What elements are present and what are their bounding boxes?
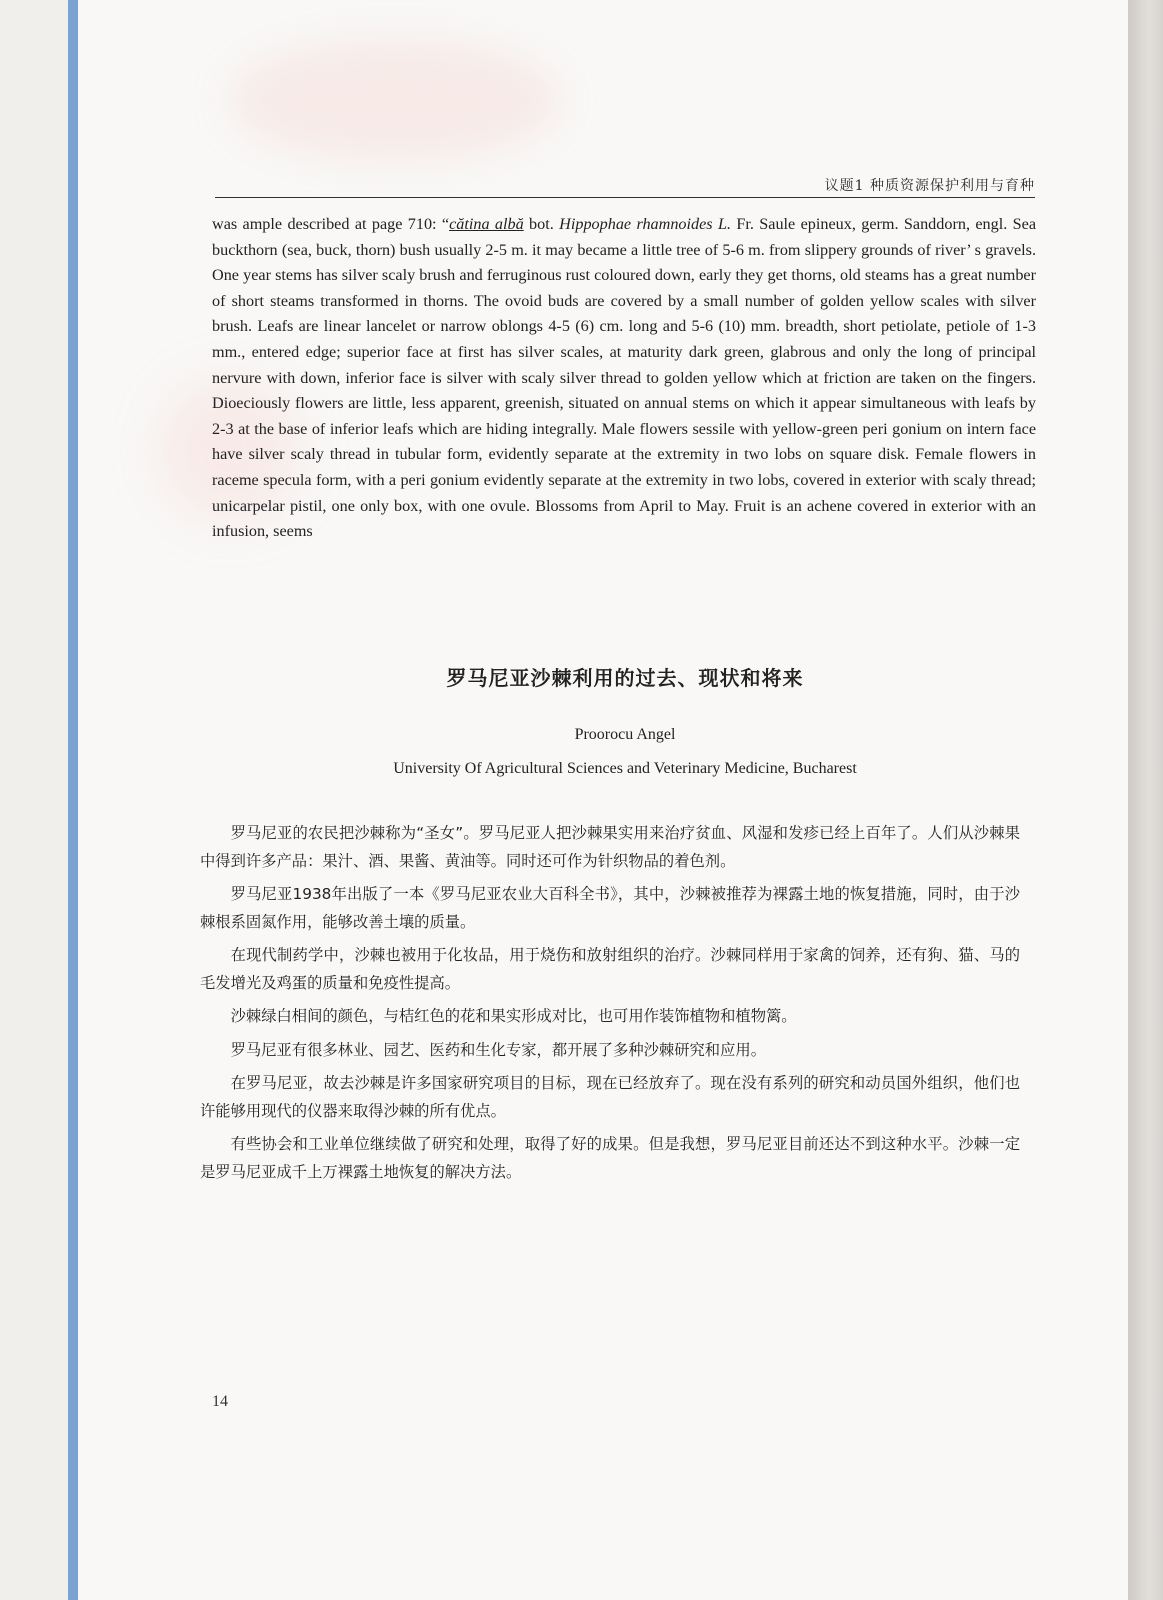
body-paragraph: 有些协会和工业单位继续做了研究和处理，取得了好的成果。但是我想，罗马尼亚目前还达不到这种水平。沙棘一定是罗马尼亚成千上万裸露土地恢复的解决方法。 bbox=[200, 1135, 1020, 1181]
running-header: 议题1 种质资源保护利用与育种 bbox=[824, 178, 1035, 194]
latin-species-name: Hippophae rhamnoides L. bbox=[559, 215, 732, 233]
binding-edge bbox=[68, 0, 78, 1600]
body-paragraph: 罗马尼亚1938年出版了一本《罗马尼亚农业大百科全书》，其中，沙棘被推荐为裸露土地的恢复措施，同时，由于沙棘根系固氮作用，能够改善土壤的质量。 bbox=[200, 885, 1020, 931]
article-author: Proorocu Angel bbox=[574, 726, 676, 743]
author-affiliation: University Of Agricultural Sciences and Veterinary Medicine, Bucharest bbox=[393, 760, 857, 777]
english-lead: was ample described at page 710: “ bbox=[212, 215, 450, 233]
page-edge-shadow bbox=[1128, 0, 1163, 1600]
header-rule bbox=[215, 197, 1035, 198]
page-number: 14 bbox=[212, 1393, 228, 1410]
english-rest: Fr. Saule epineux, germ. Sanddorn, engl. Sea buckthorn (sea, buck, thorn) bush usually 2-5 m. it may became a little tree of 5-6 m. from slippery grounds of river’ s gravels. One year stems has silver scaly brush and ferruginous rust coloured down, early they get thorns, old steams has a great number of short steams transformed in thorns. The ovoid buds are covered by a small number of golden yellow scales with silver brush. Leafs are linear lancelet or narrow oblongs 4-5 (6) cm. long and 5-6 (10) mm. breadth, short petiolate, petiole of 1-3 mm., entered edge; superior face at first has silver scales, at maturity dark green, glabrous and only the long of principal nervure with down, inferior face is silver with scaly silver thread to golden yellow which at friction are taken on the fingers. Dioeciously flowers are little, less apparent, greenish, situated on annual stems on which it appear simultaneous with leafs by 2-3 at the base of inferior leafs which are hiding integrally. Male flowers sessile with yellow-green peri gonium on intern face have silver scaly thread in tubular form, evidently separate at the extremity in two lobs on square disk. Female flowers in raceme specula form, with a peri gonium evidently separate at the extremity in two lobs, covered in exterior with scaly thread; unicarpelar pistil, one only box, with one ovule. Blossoms from April to May. Fruit is an achene covered in exterior with an infusion, seems bbox=[212, 215, 1037, 541]
body-paragraph: 在现代制药学中，沙棘也被用于化妆品，用于烧伤和放射组织的治疗。沙棘同样用于家禽的饲养，还有狗、猫、马的毛发增光及鸡蛋的质量和免疫性提高。 bbox=[200, 946, 1020, 992]
body-paragraph: 罗马尼亚有很多林业、园艺、医药和生化专家，都开展了多种沙棘研究和应用。 bbox=[230, 1040, 766, 1059]
romanian-term: cătina albă bbox=[449, 215, 524, 233]
body-paragraph: 罗马尼亚的农民把沙棘称为“圣女”。罗马尼亚人把沙棘果实用来治疗贫血、风湿和发疹已经上百年了。人们从沙棘果中得到许多产品：果汁、酒、果酱、黄油等。同时还可作为针织物品的着色剂。 bbox=[200, 824, 1020, 870]
english-paragraph bbox=[212, 212, 1036, 545]
body-paragraph: 沙棘绿白相间的颜色，与桔红色的花和果实形成对比，也可用作装饰植物和植物篱。 bbox=[230, 1007, 797, 1025]
english-connector: bot. bbox=[523, 215, 560, 233]
article-title: 罗马尼亚沙棘利用的过去、现状和将来 bbox=[446, 666, 804, 690]
body-paragraph: 在罗马尼亚，故去沙棘是许多国家研究项目的目标，现在已经放弃了。现在没有系列的研究和动员国外组织，他们也许能够用现代的仪器来取得沙棘的所有优点。 bbox=[200, 1074, 1020, 1120]
paper-stain bbox=[230, 40, 560, 160]
article-body bbox=[200, 820, 1020, 1192]
